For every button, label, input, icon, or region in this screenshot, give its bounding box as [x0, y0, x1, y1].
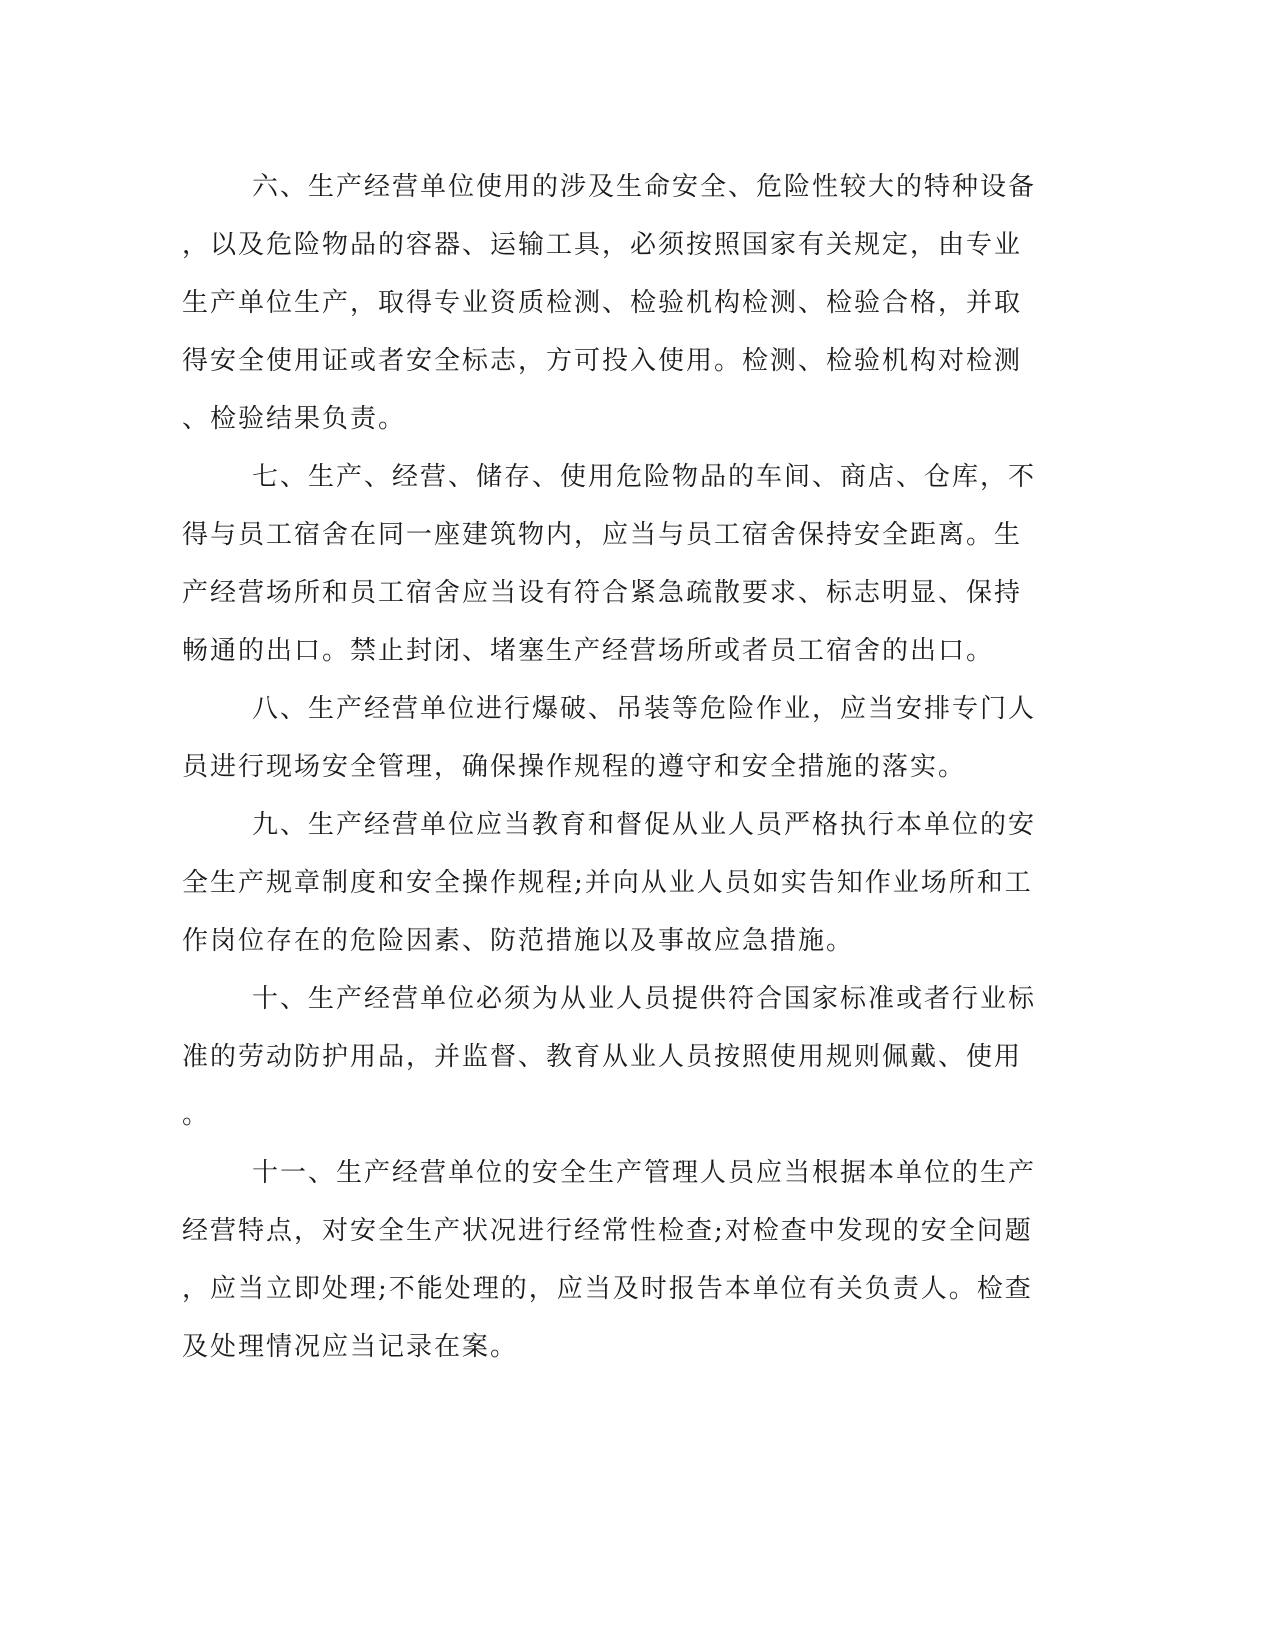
paragraph-six: [182, 158, 1037, 448]
paragraph-line: ，应当立即处理;不能处理的，应当及时报告本单位有关负责人。检查: [182, 1274, 1033, 1304]
paragraph-ten: [182, 970, 1037, 1144]
paragraph-line: 员进行现场安全管理，确保操作规程的遵守和安全措施的落实。: [182, 752, 967, 782]
paragraph-line: 十、生产经营单位必须为从业人员提供符合国家标准或者行业标: [252, 984, 1037, 1014]
paragraph-line: 生产单位生产，取得专业资质检测、检验机构检测、检验合格，并取: [182, 288, 1023, 318]
paragraph-line: 准的劳动防护用品，并监督、教育从业人员按照使用规则佩戴、使用: [182, 1042, 1023, 1072]
paragraph-line: 。: [182, 1100, 211, 1130]
paragraph-line: 全生产规章制度和安全操作规程;并向从业人员如实告知作业场所和工: [182, 868, 1033, 898]
paragraph-eight: [182, 680, 1037, 796]
paragraph-line: 经营特点，对安全生产状况进行经常性检查;对检查中发现的安全问题: [182, 1216, 1033, 1246]
paragraph-line: 得安全使用证或者安全标志，方可投入使用。检测、检验机构对检测: [182, 346, 1023, 376]
paragraph-eleven: [182, 1144, 1037, 1376]
paragraph-line: 得与员工宿舍在同一座建筑物内，应当与员工宿舍保持安全距离。生: [182, 520, 1023, 550]
paragraph-line: ，以及危险物品的容器、运输工具，必须按照国家有关规定，由专业: [182, 230, 1023, 260]
paragraph-line: 十一、生产经营单位的安全生产管理人员应当根据本单位的生产: [252, 1158, 1037, 1188]
paragraph-line: 产经营场所和员工宿舍应当设有符合紧急疏散要求、标志明显、保持: [182, 578, 1023, 608]
paragraph-nine: [182, 796, 1037, 970]
paragraph-line: 、检验结果负责。: [182, 404, 407, 434]
paragraph-line: 九、生产经营单位应当教育和督促从业人员严格执行本单位的安: [252, 810, 1037, 840]
paragraph-line: 八、生产经营单位进行爆破、吊装等危险作业，应当安排专门人: [252, 694, 1037, 724]
paragraph-seven: [182, 448, 1037, 680]
paragraph-line: 六、生产经营单位使用的涉及生命安全、危险性较大的特种设备: [252, 172, 1037, 202]
paragraph-line: 畅通的出口。禁止封闭、堵塞生产经营场所或者员工宿舍的出口。: [182, 636, 995, 666]
document-body: [182, 158, 1037, 1376]
paragraph-line: 七、生产、经营、储存、使用危险物品的车间、商店、仓库，不: [252, 462, 1037, 492]
paragraph-line: 及处理情况应当记录在案。: [182, 1332, 519, 1362]
paragraph-line: 作岗位存在的危险因素、防范措施以及事故应急措施。: [182, 926, 855, 956]
